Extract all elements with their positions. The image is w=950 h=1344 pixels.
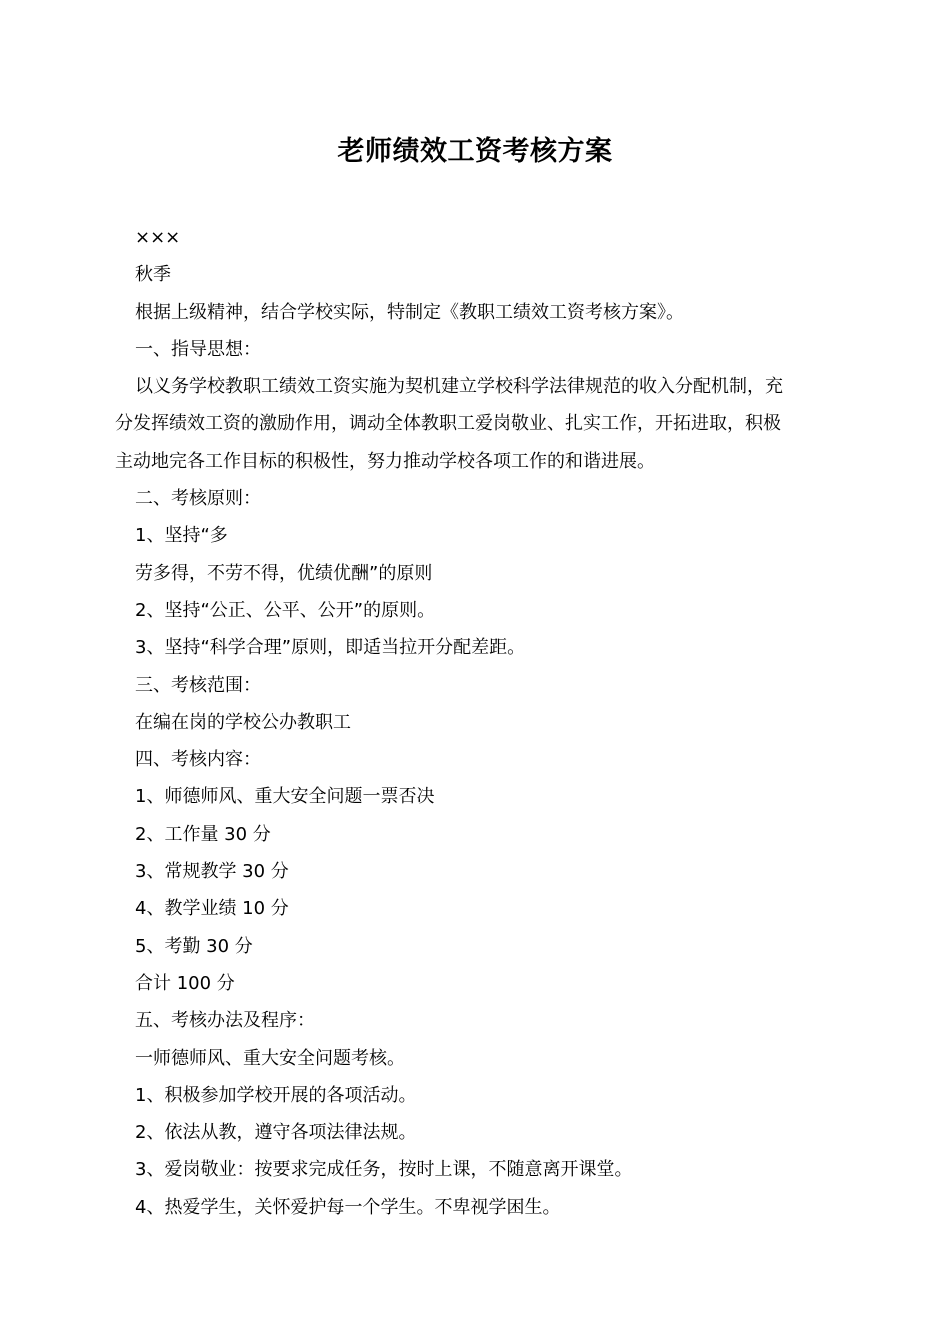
method-item-2: 2、依法从教，遵守各项法律法规。 bbox=[135, 1122, 417, 1144]
section-heading-3: 三、考核范围： bbox=[135, 674, 261, 696]
document-title: 老师绩效工资考核方案 bbox=[337, 136, 613, 167]
scope-line: 在编在岗的学校公办教职工 bbox=[135, 711, 351, 733]
method-item-3: 3、爱岗敬业：按要求完成任务，按时上课，不随意离开课堂。 bbox=[135, 1159, 633, 1181]
section-heading-2: 二、考核原则： bbox=[135, 488, 261, 510]
author-line: ××× bbox=[135, 227, 181, 248]
content-total: 合计 100 分 bbox=[135, 972, 235, 994]
method-subheading: 一师德师风、重大安全问题考核。 bbox=[135, 1047, 405, 1069]
term-line: 秋季 bbox=[135, 264, 171, 286]
content-item-3: 3、常规教学 30 分 bbox=[135, 861, 289, 883]
content-item-4: 4、教学业绩 10 分 bbox=[135, 898, 289, 920]
method-item-4: 4、热爱学生，关怀爱护每一个学生。不卑视学困生。 bbox=[135, 1196, 561, 1218]
content-item-5: 5、考勤 30 分 bbox=[135, 935, 253, 957]
principle-item-1b: 劳多得，不劳不得，优绩优酬”的原则 bbox=[135, 562, 433, 584]
content-item-1: 1、师德师风、重大安全问题一票否决 bbox=[135, 786, 435, 808]
section-heading-1: 一、指导思想： bbox=[135, 338, 261, 360]
intro-line: 根据上级精神，结合学校实际，特制定《教职工绩效工资考核方案》。 bbox=[135, 301, 684, 323]
section-heading-5: 五、考核办法及程序： bbox=[135, 1010, 315, 1032]
content-item-2: 2、工作量 30 分 bbox=[135, 823, 271, 845]
paragraph-line-2: 分发挥绩效工资的激励作用，调动全体教职工爱岗敬业、扎实工作，开拓进取，积极 bbox=[115, 413, 781, 435]
document-body bbox=[115, 219, 837, 1226]
principle-item-2: 2、坚持“公正、公平、公开”的原则。 bbox=[135, 599, 436, 621]
method-item-1: 1、积极参加学校开展的各项活动。 bbox=[135, 1084, 417, 1106]
paragraph-line-1: 以义务学校教职工绩效工资实施为契机建立学校科学法律规范的收入分配机制，充 bbox=[135, 376, 783, 398]
principle-item-1a: 1、坚持“多 bbox=[135, 525, 228, 547]
principle-item-3: 3、坚持“科学合理”原则，即适当拉开分配差距。 bbox=[135, 637, 526, 659]
section-heading-4: 四、考核内容： bbox=[135, 749, 261, 771]
paragraph-line-3: 主动地完各工作目标的积极性，努力推动学校各项工作的和谐进展。 bbox=[115, 450, 655, 472]
